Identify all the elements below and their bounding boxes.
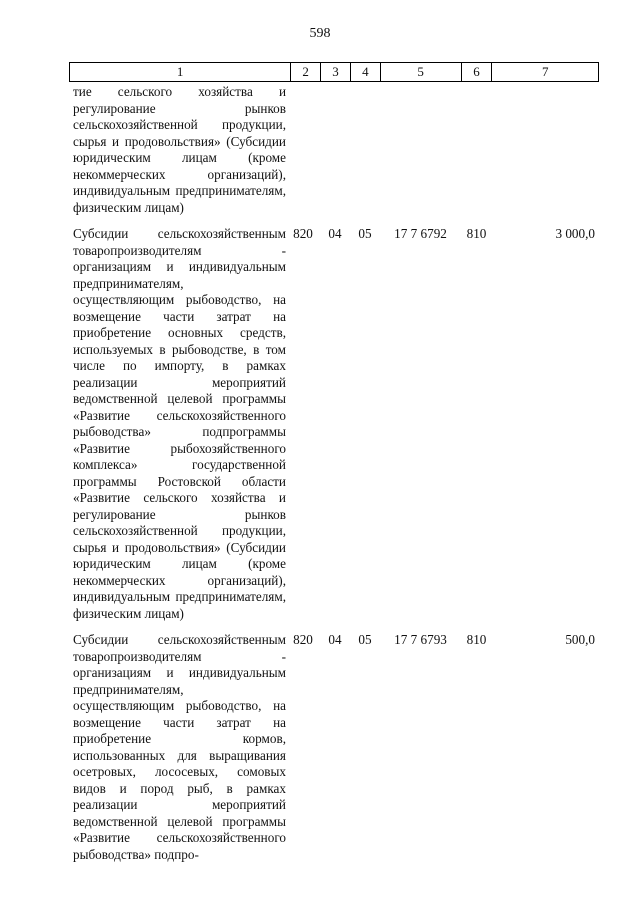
row-col-4: 05	[358, 226, 372, 241]
row-description: Субсидии сельскохозяйственным товаропроизводителям - организациям и индивидуальным предпринимателям, осуществляющим рыбоводство, на возмещение части затрат на приобретение кормов, использованных для выращивания осетровых, лососевых, сомовых видов и пород рыб, в рамках реализации мероприятий ведомственной целевой программы «Развитие сельскохозяйственного рыбоводства» подпро-	[73, 632, 286, 862]
row-col-2: 820	[293, 226, 313, 241]
row-col-3: 04	[328, 226, 342, 241]
table-body	[69, 84, 599, 863]
column-header-7: 7	[491, 63, 598, 81]
column-header-3: 3	[320, 63, 350, 81]
row-col-2: 820	[293, 632, 313, 647]
column-header-6: 6	[461, 63, 492, 81]
row-description: тие сельского хозяйства и регулирование рынков сельскохозяйственной продукции, сырья и продовольствия» (Субсидии юридическим лицам (кроме некоммерческих организаций), индивидуальным предпринимателям, физическим лицам)	[73, 84, 286, 215]
table-row	[69, 84, 599, 216]
column-header-2: 2	[290, 63, 320, 81]
column-header-1: 1	[176, 64, 184, 79]
table-row	[69, 632, 599, 863]
table-row	[69, 226, 599, 622]
row-col-6: 810	[466, 632, 487, 647]
column-header-4: 4	[350, 63, 380, 81]
row-col-7: 3 000,0	[555, 226, 595, 241]
column-header-5: 5	[380, 63, 461, 81]
row-col-3: 04	[328, 632, 342, 647]
row-col-5: 17 7 6792	[394, 226, 447, 241]
table-header-row	[69, 62, 599, 82]
row-col-6: 810	[466, 226, 487, 241]
row-col-4: 05	[358, 632, 372, 647]
page-number: 598	[309, 26, 331, 41]
row-col-5: 17 7 6793	[394, 632, 447, 647]
row-col-7: 500,0	[565, 632, 595, 647]
row-description: Субсидии сельскохозяйственным товаропроизводителям - организациям и индивидуальным предпринимателям, осуществляющим рыбоводство, на возмещение части затрат на приобретение основных средств, используемых в рыбоводстве, в том числе по импорту, в рамках реализации мероприятий ведомственной целевой программы «Развитие сельскохозяйственного рыбоводства» подпрограммы «Развитие рыбохозяйственного комплекса» государственной программы Ростовской области «Развитие сельского хозяйства и регулирование рынков сельскохозяйственной продукции, сырья и продовольствия» (Субсидии юридическим лицам (кроме некоммерческих организаций), индивидуальным предпринимателям, физическим лицам)	[73, 226, 286, 621]
